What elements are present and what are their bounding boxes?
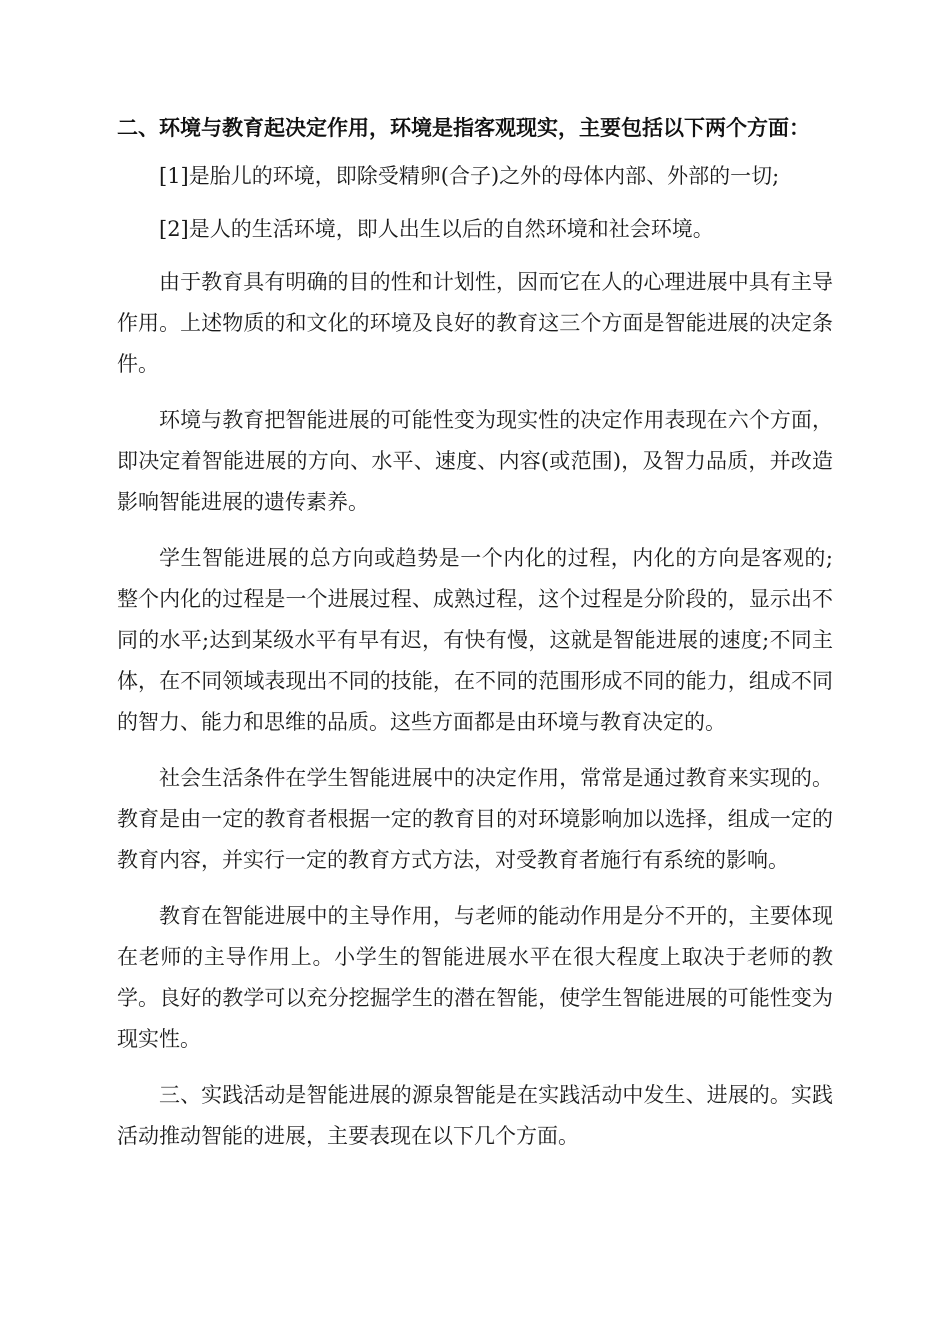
paragraph-item-2: [2]是人的生活环境，即人出生以后的自然环境和社会环境。 [159,217,714,241]
paragraph: 环境与教育把智能进展的可能性变为现实性的决定作用表现在六个方面，即决定着智能进展的方向、水平、速度、内容(或范围)，及智力品质，并改造影响智能进展的遗传素养。 [117,408,833,514]
section-heading: 二、环境与教育起决定作用，环境是指客观现实，主要包括以下两个方面： [117,116,810,140]
section-heading-3: 三、实践活动是智能进展的源泉智能是在实践活动中发生、进展的。实践活动推动智能的进展，主要表现在以下几个方面。 [117,1083,833,1148]
paragraph: 社会生活条件在学生智能进展中的决定作用，常常是通过教育来实现的。教育是由一定的教育者根据一定的教育目的对环境影响加以选择，组成一定的教育内容，并实行一定的教育方式方法，对受教育者施行有系统的影响。 [117,766,833,872]
paragraph: 教育在智能进展中的主导作用，与老师的能动作用是分不开的，主要体现在老师的主导作用上。小学生的智能进展水平在很大程度上取决于老师的教学。良好的教学可以充分挖掘学生的潜在智能，使学生智能进展的可能性变为现实性。 [117,904,833,1051]
document-body [117,108,833,1172]
paragraph: 学生智能进展的总方向或趋势是一个内化的过程，内化的方向是客观的;整个内化的过程是一个进展过程、成熟过程，这个过程是分阶段的，显示出不同的水平;达到某级水平有早有迟，有快有慢，这就是智能进展的速度;不同主体，在不同领域表现出不同的技能，在不同的范围形成不同的能力，组成不同的智力、能力和思维的品质。这些方面都是由环境与教育决定的。 [117,546,833,734]
paragraph: 由于教育具有明确的目的性和计划性，因而它在人的心理进展中具有主导作用。上述物质的和文化的环境及良好的教育这三个方面是智能进展的决定条件。 [117,270,833,376]
paragraph-item-1: [1]是胎儿的环境，即除受精卵(合子)之外的母体内部、外部的一切; [159,164,780,188]
